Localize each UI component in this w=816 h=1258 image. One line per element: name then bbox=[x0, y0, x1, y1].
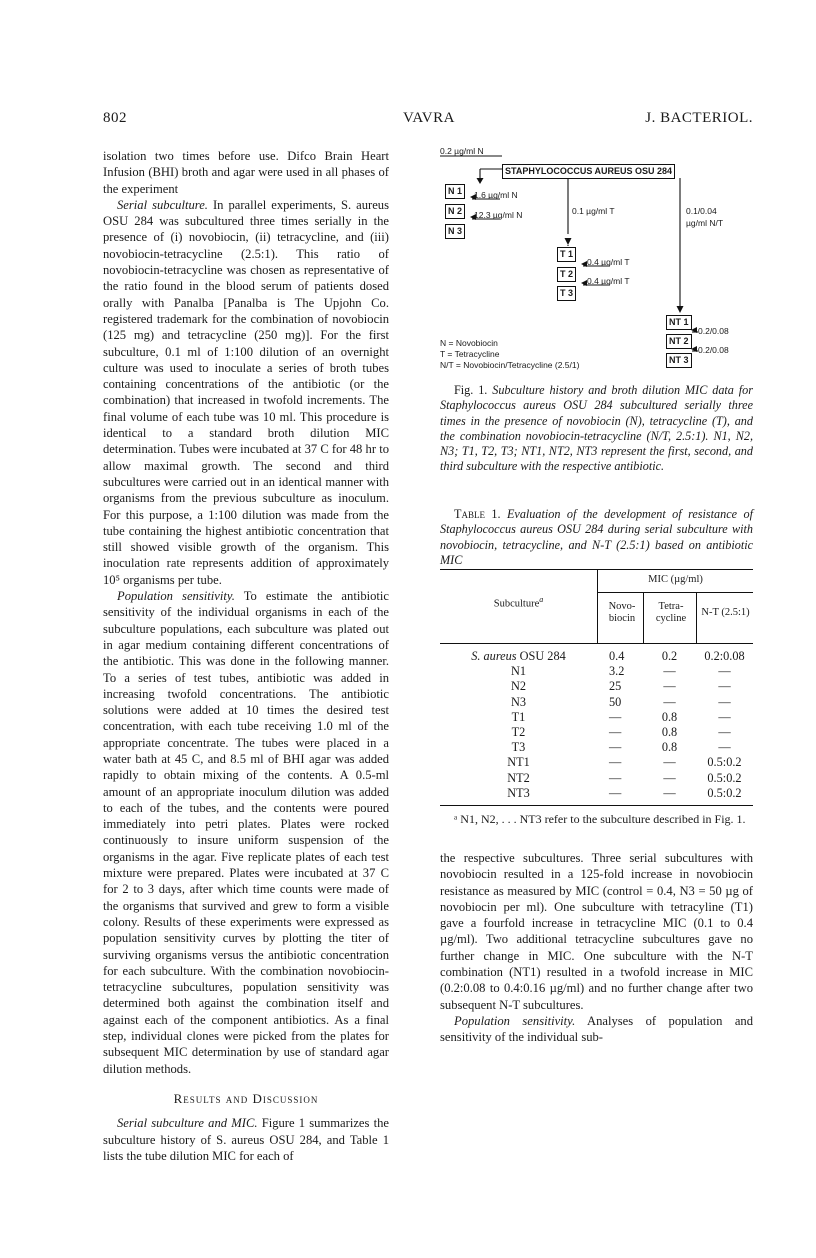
table-cell-n: 25 bbox=[609, 679, 622, 694]
page-number: 802 bbox=[103, 110, 127, 126]
journal-name: J. BACTERIOL. bbox=[645, 110, 753, 126]
table-cell-name: NT1 bbox=[507, 755, 530, 770]
table-caption bbox=[440, 507, 753, 568]
table-cell-nt: — bbox=[718, 740, 731, 755]
figure-label: 0.2/0.08 bbox=[698, 326, 729, 336]
table-row bbox=[440, 679, 753, 694]
table-cell-nt: — bbox=[718, 694, 731, 709]
table-cell-n: — bbox=[609, 755, 622, 770]
paragraph-title: Serial subculture and MIC. bbox=[117, 1116, 258, 1131]
table-cell-t: — bbox=[663, 755, 676, 770]
table-cell-nt: — bbox=[718, 679, 731, 694]
section-heading: Results and Discussion bbox=[173, 1090, 319, 1106]
table-cell-name: N2 bbox=[510, 679, 527, 694]
figure-label: 0.2/0.08 bbox=[698, 345, 729, 355]
table-cell-name: S. aureus OSU 284 bbox=[471, 649, 566, 663]
table-cell-nt: 0.5:0.2 bbox=[707, 770, 742, 785]
table-cell-nt: 0.2:0.08 bbox=[704, 649, 745, 663]
paragraph-results bbox=[103, 1115, 389, 1164]
table-cell-nt: — bbox=[718, 709, 731, 724]
table-cell-nt: 0.5:0.2 bbox=[707, 785, 742, 800]
paragraph-population-sensitivity bbox=[103, 588, 389, 1077]
col-header-nt: N-T (2.5:1) bbox=[701, 607, 750, 618]
table-cell-n: — bbox=[609, 770, 622, 785]
paragraph-body: In parallel experiments, S. aureus OSU 284 was subcultured three times serially in the presence of (i) novobiocin, (ii) tetracycline, and (iii) novobiocin-tetracycline (2.5:1). This ratio of novobiocin-tetracycline was chosen as representative of the ratio found in the blood serum of patients dosed orally with Panalba [Panalba is The Upjohn Co. registered trademark for the combination of novobiocin (125 mg) and tetracycline (250 mg)]. For the first subculture, 0.1 ml of 1:100 dilution of an overnight culture was used to inoculate a series of broth tubes containing concentrations of the antibiotic (or the combination) that increased in twofold increments. The final volume of each tube was 10 ml. This procedure is identical to a standard broth dilution MIC determination. Tubes were incubated at 37 C for 48 hr to allow maximal growth. The second and third subcultures were carried out in an identical manner with organisms from the previous subculture as inoculum. For this purpose, a 1:100 dilution was made from the tube containing the highest antibiotic concentration that still showed visible growth of the organism. This inoculation rate represents addition of approximately 10⁵ organisms per tube. bbox=[103, 197, 389, 587]
table-cell-name: T3 bbox=[511, 740, 526, 755]
col-header-tetracycline bbox=[645, 601, 697, 625]
mic-header: MIC (µg/ml) bbox=[648, 574, 703, 585]
table-cell-n: — bbox=[609, 785, 622, 800]
caption-lead: Table 1. bbox=[454, 507, 501, 521]
table-cell-t: 0.8 bbox=[661, 740, 678, 755]
header-text: Subculture bbox=[493, 598, 540, 610]
table-cell-t: — bbox=[663, 694, 676, 709]
table-row bbox=[440, 710, 753, 725]
figure-label: 12.3 µg/ml N bbox=[474, 210, 523, 220]
table-footnote: ᵃ N1, N2, . . . NT3 refer to the subculture described in Fig. 1. bbox=[454, 811, 746, 826]
col-header-subculture bbox=[440, 595, 597, 610]
paragraph: the respective subcultures. Three serial subcultures with novobiocin resulted in a 125-fold increase in novobiocin resistance as measured by MIC (control = 0.4, N3 = 50 µg of novobiocin per ml). One subculture with tetracyline (T1) gave a fourfold increase in tetracycline MIC (0.1 to 0.4 µg/ml). Two additional tetracycline subcultures gave no further change in MIC. One subculture with the N-T combination (NT1) resulted in a twofold increase in MIC (0.2:0.08 to 0.4:0.16 µg/ml) and no further change after two subsequent N-T subcultures. bbox=[440, 851, 753, 1012]
table-row bbox=[440, 755, 753, 770]
table-cell-name: T2 bbox=[511, 724, 526, 739]
header-text: Tetra- bbox=[658, 601, 684, 612]
root-box: STAPHYLOCOCCUS AUREUS OSU 284 bbox=[502, 164, 675, 179]
col-header-novobiocin bbox=[600, 601, 644, 625]
figure-label: 0.1 µg/ml T bbox=[572, 206, 615, 216]
figure-legend: N = Novobiocin bbox=[440, 338, 498, 348]
box-nt1: NT 1 bbox=[666, 315, 692, 330]
caption-text: Evaluation of the development of resistance of Staphylococcus aureus OSU 284 during serial subculture with novobiocin, tetracycline, and N-T (2.5:1) based on antibiotic MIC bbox=[440, 507, 753, 567]
footnote-marker: a bbox=[539, 595, 544, 604]
table-cell-t: — bbox=[663, 785, 676, 800]
table-cell-name: N3 bbox=[510, 694, 527, 709]
table-row bbox=[440, 695, 753, 710]
box-nt2: NT 2 bbox=[666, 334, 692, 349]
paragraph-serial-subculture bbox=[103, 197, 389, 588]
left-column bbox=[103, 148, 389, 1164]
table-cell-t: — bbox=[663, 664, 676, 679]
caption-lead: Fig. 1. bbox=[454, 383, 488, 397]
table-cell-name: NT2 bbox=[507, 770, 530, 785]
paragraph-population bbox=[440, 1013, 753, 1046]
table-cell-nt: — bbox=[718, 664, 731, 679]
table-cell-n: 3.2 bbox=[609, 664, 625, 679]
table-row bbox=[440, 649, 753, 664]
table-cell-name: NT3 bbox=[507, 785, 530, 800]
paragraph-body: Analyses of population and sensitivity of the individual sub- bbox=[440, 1013, 754, 1045]
caption-text: Subculture history and broth dilution MIC data for Staphylococcus aureus OSU 284 subcultured serially three times in the presence of novobiocin (N), tetracycline (T), and the combination novobiocin-tetracycline (N/T, 2.5:1). N1, N2, N3; T1, T2, T3; NT1, NT2, NT3 represent the first, second, and third subculture with the respective antibiotic. bbox=[440, 383, 754, 474]
figure-1-diagram bbox=[440, 146, 753, 376]
table-body bbox=[440, 644, 753, 805]
header-text: biocin bbox=[608, 613, 636, 624]
figure-legend: T = Tetracycline bbox=[440, 349, 500, 359]
right-column-text bbox=[440, 850, 753, 1046]
figure-label: 0.2 µg/ml N bbox=[440, 146, 484, 156]
figure-label: 0.4 µg/ml T bbox=[587, 276, 630, 286]
table-cell-t: 0.8 bbox=[661, 724, 678, 739]
box-n3: N 3 bbox=[445, 224, 465, 239]
paragraph-body: Figure 1 summarizes the subculture history of S. aureus OSU 284, and Table 1 lists the tube dilution MIC for each of bbox=[103, 1116, 389, 1163]
table-cell-t: 0.8 bbox=[661, 709, 678, 724]
box-t3: T 3 bbox=[557, 286, 576, 301]
table-cell-n: 0.4 bbox=[609, 649, 625, 663]
paragraph-body: To estimate the antibiotic sensitivity of the individual organisms in each of the subculture populations, each subculture was plated out in agar medium containing different concentrations of the antibiotic. This was done in the following manner. To a series of test tubes, antibiotic was added in increasing twofold concentrations. The antibiotic solutions were added at 10 times the desired test concentration, with each tube receiving 1.0 ml of the appropriate concentrate. The tubes were placed in a water bath at 45 C, and 8.5 ml of BHI agar was added rapidly to obtain mixing of the contents. A 0.5-ml amount of an appropriate inoculum dilution was added to each of the tubes, and the contents were poured immediately into petri plates. Plates were rocked continuously to insure uniform suspension of the organisms in the agar. Five replicate plates of each test mixture were prepared. Plates were incubated at 37 C for 2 to 3 days, after which time counts were made of the organisms that survived and grew to form a visible colony. Results of these experiments were expressed as population sensitivity curves by plotting the titer of surviving organisms versus the antibiotic concentration for each subculture. With the combination novobiocin-tetracycline subcultures, population sensitivity was determined both against the combination itself and against each of the component antibiotics. As a final step, individual clones were picked from the plates for subsequent MIC determination by use of standard agar dilution methods. bbox=[103, 589, 390, 1076]
box-nt3: NT 3 bbox=[666, 353, 692, 368]
figure-label: 0.4 µg/ml T bbox=[587, 257, 630, 267]
box-t2: T 2 bbox=[557, 267, 576, 282]
paragraph-title: Serial subculture. bbox=[117, 197, 208, 212]
box-n2: N 2 bbox=[445, 204, 465, 219]
paragraph-title: Population sensitivity. bbox=[117, 589, 235, 604]
table-1 bbox=[440, 569, 753, 827]
table-cell-t: — bbox=[663, 770, 676, 785]
running-header bbox=[103, 110, 753, 130]
box-t1: T 1 bbox=[557, 247, 576, 262]
table-cell-n: — bbox=[609, 724, 622, 739]
figure-caption bbox=[440, 383, 753, 475]
paragraph-title: Population sensitivity. bbox=[454, 1013, 576, 1028]
author-name: VAVRA bbox=[403, 110, 455, 126]
table-cell-nt: — bbox=[718, 724, 731, 739]
table-cell-n: — bbox=[609, 740, 622, 755]
table-row bbox=[440, 664, 753, 679]
figure-label: 1.6 µg/ml N bbox=[474, 190, 518, 200]
header-text: Novo- bbox=[608, 601, 636, 612]
header-text: cycline bbox=[655, 613, 687, 624]
table-row bbox=[440, 771, 753, 786]
table-cell-nt: 0.5:0.2 bbox=[707, 755, 742, 770]
table-cell-n: 50 bbox=[609, 694, 622, 709]
paragraph: isolation two times before use. Difco Brain Heart Infusion (BHI) broth and agar were used in all phases of the experiment bbox=[103, 149, 389, 196]
table-cell-t: 0.2 bbox=[661, 649, 678, 663]
table-row bbox=[440, 725, 753, 740]
figure-label: µg/ml N/T bbox=[686, 218, 724, 228]
table-cell-n: — bbox=[609, 709, 622, 724]
table-row bbox=[440, 740, 753, 755]
table-cell-t: — bbox=[663, 679, 676, 694]
figure-label: 0.1/0.04 bbox=[686, 206, 717, 216]
table-cell-name: T1 bbox=[511, 709, 526, 724]
figure-legend: N/T = Novobiocin/Tetracycline (2.5/1) bbox=[440, 360, 580, 370]
table-row bbox=[440, 786, 753, 801]
box-n1: N 1 bbox=[445, 184, 465, 199]
table-cell-name: N1 bbox=[510, 664, 527, 679]
